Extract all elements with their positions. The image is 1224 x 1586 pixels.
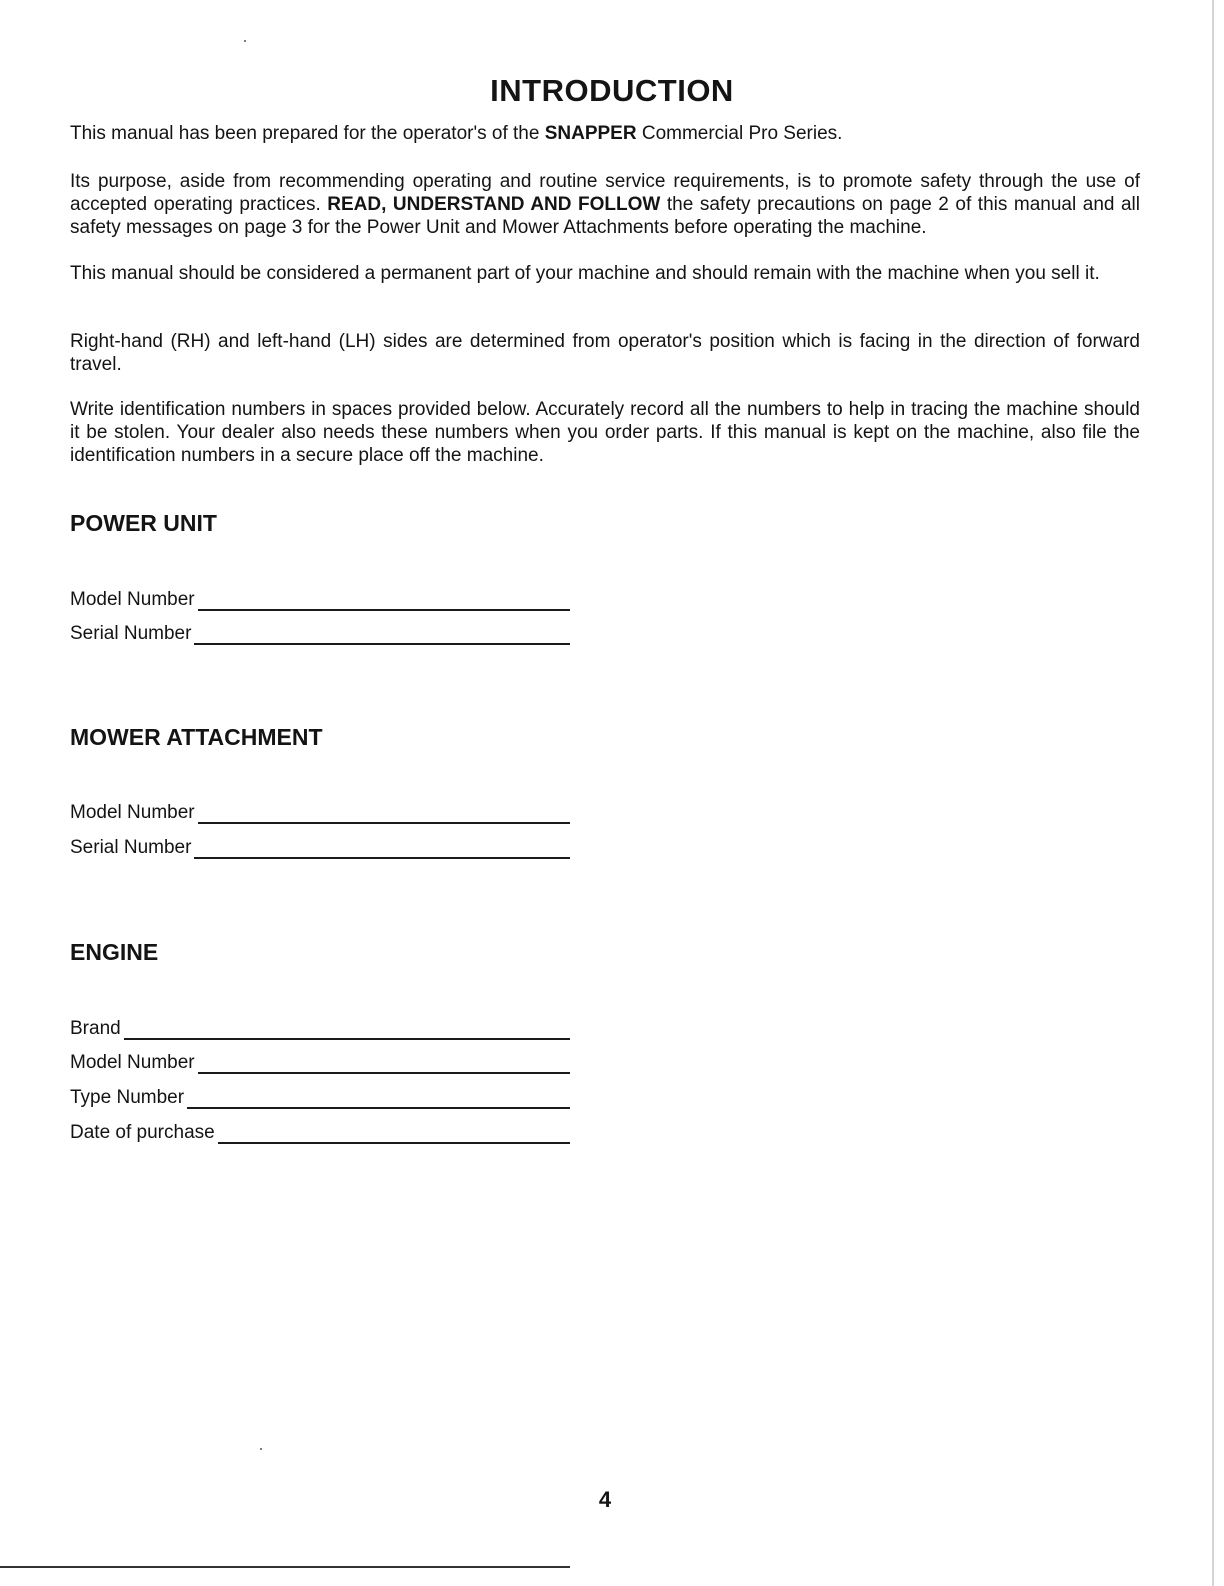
intro-paragraph-2: Its purpose, aside from recommending operating and routine service requirements, is to promote safety through the use of accepted operating practices. READ, UNDERSTAND AND FOLLOW the safety precautions on page 2 of this manual and all safety messages on page 3 for the Power Unit and Mower Attachments before operating the machine. xyxy=(70,171,1140,238)
intro-paragraph-5: Write identification numbers in spaces provided below. Accurately record all the numbers to help in tracing the machine should it be stolen. Your dealer also needs these numbers when you order parts. If this manual is kept on the machine, also file the identification numbers in a secure place off the machine. xyxy=(70,399,1140,466)
intro-paragraph-1: This manual has been prepared for the operator's of the SNAPPER Commercial Pro Series. xyxy=(70,123,843,144)
scan-speck xyxy=(244,40,246,42)
brand-name: SNAPPER xyxy=(544,123,637,144)
engine-type-field[interactable] xyxy=(70,1083,570,1109)
field-label: Model Number xyxy=(70,1052,195,1073)
intro-paragraph-4: Right-hand (RH) and left-hand (LH) sides are determined from operator's position which is facing in the direction of forward travel. xyxy=(70,331,1140,375)
field-label: Model Number xyxy=(70,802,195,823)
engine-heading: ENGINE xyxy=(70,939,159,965)
mower-attachment-heading: MOWER ATTACHMENT xyxy=(70,724,323,750)
write-in-line[interactable] xyxy=(194,839,570,859)
power-unit-model-field[interactable] xyxy=(70,585,570,611)
field-label: Brand xyxy=(70,1018,121,1039)
write-in-line[interactable] xyxy=(194,625,570,645)
write-in-line[interactable] xyxy=(218,1124,570,1144)
field-label: Model Number xyxy=(70,589,195,610)
field-label: Serial Number xyxy=(70,623,192,644)
field-label: Date of purchase xyxy=(70,1122,215,1143)
page-edge-shadow xyxy=(1212,0,1214,1586)
engine-purchase-date-field[interactable] xyxy=(70,1118,570,1144)
mower-attachment-serial-field[interactable] xyxy=(70,833,570,859)
write-in-line[interactable] xyxy=(198,1054,570,1074)
engine-brand-field[interactable] xyxy=(70,1014,570,1040)
page-title: INTRODUCTION xyxy=(490,72,734,108)
bottom-rule xyxy=(0,1566,570,1568)
field-label: Type Number xyxy=(70,1087,185,1108)
write-in-line[interactable] xyxy=(124,1020,570,1040)
power-unit-heading: POWER UNIT xyxy=(70,510,217,536)
write-in-line[interactable] xyxy=(198,804,570,824)
mower-attachment-model-field[interactable] xyxy=(70,798,570,824)
power-unit-serial-field[interactable] xyxy=(70,619,570,645)
safety-emphasis: READ, UNDERSTAND AND FOLLOW xyxy=(327,194,661,215)
page-number: 4 xyxy=(598,1487,612,1512)
write-in-line[interactable] xyxy=(198,591,570,611)
field-label: Serial Number xyxy=(70,837,192,858)
scan-speck xyxy=(260,1448,262,1450)
engine-model-field[interactable] xyxy=(70,1048,570,1074)
write-in-line[interactable] xyxy=(187,1089,570,1109)
intro-paragraph-3: This manual should be considered a permanent part of your machine and should remain with the machine when you sell it. xyxy=(70,263,1100,284)
